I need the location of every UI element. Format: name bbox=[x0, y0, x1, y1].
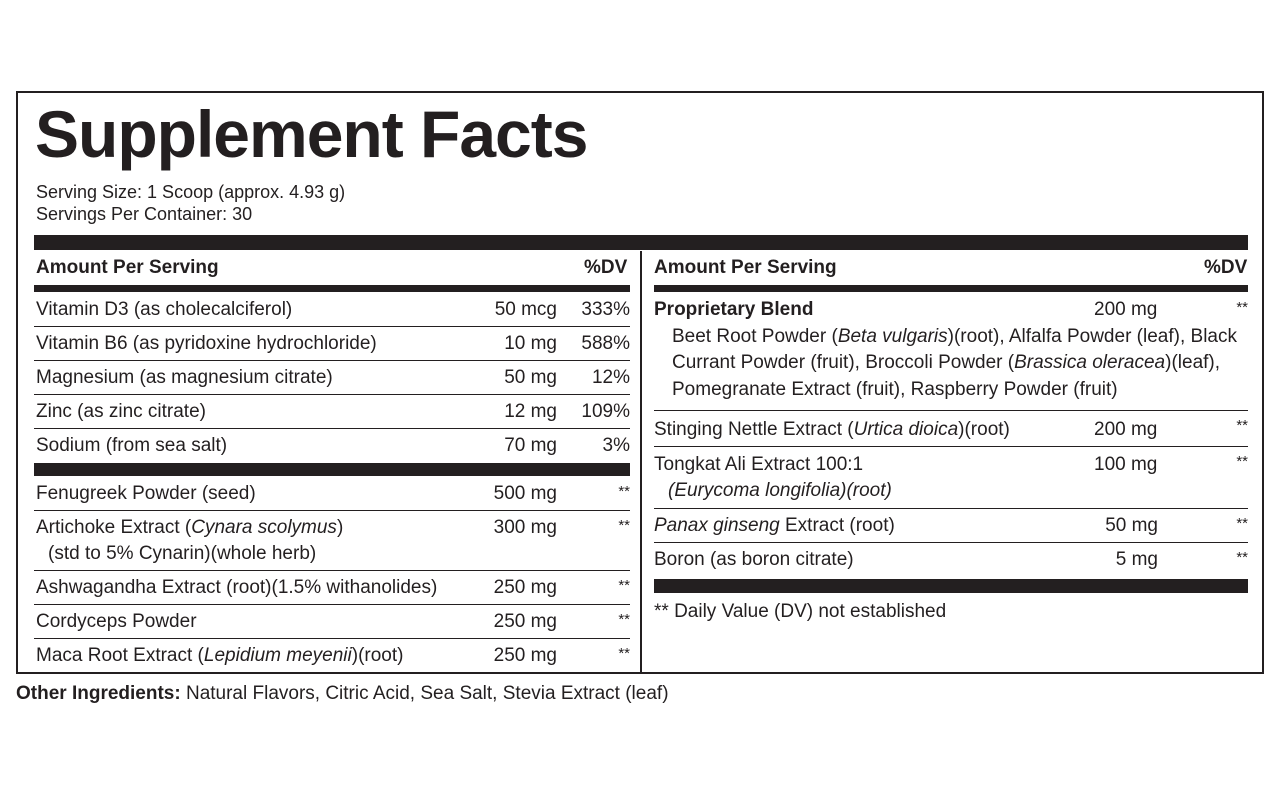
nutrient-name: Vitamin B6 (as pyridoxine hydrochloride) bbox=[36, 333, 377, 354]
table-row bbox=[34, 361, 630, 395]
ingredient-amount: 250 mg bbox=[493, 577, 557, 598]
ingredient-amount: 5 mg bbox=[1115, 549, 1158, 570]
nutrient-dv: 588% bbox=[581, 333, 630, 354]
latin-name: Brassica oleracea bbox=[1014, 352, 1166, 373]
ingredient-dv: ** bbox=[618, 517, 630, 534]
ingredient-latin-detail: (Eurycoma longifolia)(root) bbox=[668, 480, 892, 501]
panel-title: Supplement Facts bbox=[35, 97, 588, 171]
column-divider bbox=[640, 251, 642, 672]
ingredient-amount: 200 mg bbox=[1094, 419, 1158, 440]
blend-name: Proprietary Blend bbox=[654, 299, 814, 320]
top-thick-bar bbox=[34, 235, 1248, 250]
ingredient-dv: ** bbox=[618, 577, 630, 594]
nutrient-dv: 109% bbox=[581, 401, 630, 422]
table-row bbox=[34, 511, 630, 571]
nutrient-dv: 12% bbox=[591, 367, 630, 388]
ingredient-amount: 500 mg bbox=[493, 483, 557, 504]
other-ingredients-label: Other Ingredients: bbox=[16, 683, 181, 704]
table-row bbox=[654, 411, 1248, 447]
serving-info bbox=[36, 181, 345, 225]
ingredient-detail: (std to 5% Cynarin)(whole herb) bbox=[48, 543, 317, 564]
ingredient-amount: 300 mg bbox=[493, 517, 557, 538]
ingredient-name: Cordyceps Powder bbox=[36, 611, 197, 632]
left-header-dv: %DV bbox=[584, 257, 628, 278]
left-header-amount: Amount Per Serving bbox=[36, 257, 219, 278]
table-row bbox=[654, 543, 1248, 577]
table-row bbox=[654, 509, 1248, 543]
latin-name: Lepidium meyenii bbox=[203, 645, 352, 666]
nutrient-amount: 50 mcg bbox=[494, 299, 557, 320]
other-ingredients-text: Natural Flavors, Citric Acid, Sea Salt, Stevia Extract (leaf) bbox=[180, 683, 669, 704]
ingredient-name: Maca Root Extract (Lepidium meyenii)(root) bbox=[36, 645, 404, 666]
latin-name: Panax ginseng bbox=[654, 515, 780, 536]
blend-ingredients-line-1: Beet Root Powder (Beta vulgaris)(root), Alfalfa Powder (leaf), Black bbox=[672, 326, 1237, 347]
ingredient-name: Ashwagandha Extract (root)(1.5% withanolides) bbox=[36, 577, 438, 598]
ingredient-name: Artichoke Extract (Cynara scolymus) bbox=[36, 517, 344, 538]
table-row bbox=[34, 477, 630, 511]
ingredient-dv: ** bbox=[1236, 549, 1248, 566]
table-row bbox=[34, 639, 630, 673]
left-mid-bar bbox=[34, 463, 630, 476]
dv-footnote: ** Daily Value (DV) not established bbox=[654, 601, 947, 622]
latin-name: Beta vulgaris bbox=[837, 326, 948, 347]
nutrient-name: Sodium (from sea salt) bbox=[36, 435, 228, 456]
table-row bbox=[34, 293, 630, 327]
nutrient-amount: 10 mg bbox=[504, 333, 557, 354]
nutrient-amount: 50 mg bbox=[504, 367, 557, 388]
table-row bbox=[34, 327, 630, 361]
nutrient-amount: 12 mg bbox=[504, 401, 557, 422]
ingredient-name: Boron (as boron citrate) bbox=[654, 549, 854, 570]
ingredient-dv: ** bbox=[618, 645, 630, 662]
latin-name: Urtica dioica bbox=[853, 419, 959, 440]
ingredient-dv: ** bbox=[1236, 417, 1248, 434]
other-ingredients bbox=[16, 683, 669, 705]
serving-size: Serving Size: 1 Scoop (approx. 4.93 g) bbox=[36, 182, 346, 202]
ingredient-dv: ** bbox=[618, 483, 630, 500]
blend-ingredients-line-3: Pomegranate Extract (fruit), Raspberry Powder (fruit) bbox=[672, 379, 1118, 400]
ingredient-dv: ** bbox=[1236, 515, 1248, 532]
left-header-bar bbox=[34, 285, 630, 292]
nutrient-name: Magnesium (as magnesium citrate) bbox=[36, 367, 333, 388]
right-bottom-bar bbox=[654, 579, 1248, 593]
right-header-amount: Amount Per Serving bbox=[654, 257, 837, 278]
ingredient-dv: ** bbox=[618, 611, 630, 628]
table-row bbox=[34, 571, 630, 605]
ingredient-amount: 50 mg bbox=[1105, 515, 1158, 536]
ingredient-name: Panax ginseng Extract (root) bbox=[654, 515, 895, 536]
nutrient-dv: 3% bbox=[602, 435, 630, 456]
servings-per-container: Servings Per Container: 30 bbox=[36, 204, 253, 224]
table-row bbox=[34, 429, 630, 463]
ingredient-amount: 100 mg bbox=[1094, 454, 1158, 475]
blend-dv: ** bbox=[1236, 299, 1248, 316]
nutrient-name: Vitamin D3 (as cholecalciferol) bbox=[36, 299, 293, 320]
supplement-facts-panel bbox=[16, 91, 1264, 674]
ingredient-name: Fenugreek Powder (seed) bbox=[36, 483, 256, 504]
table-row bbox=[654, 293, 1248, 411]
right-header-bar bbox=[654, 285, 1248, 292]
nutrient-name: Zinc (as zinc citrate) bbox=[36, 401, 206, 422]
table-row bbox=[34, 605, 630, 639]
table-row bbox=[34, 395, 630, 429]
blend-ingredients-line-2: Currant Powder (fruit), Broccoli Powder (Brassica oleracea)(leaf), bbox=[672, 352, 1221, 373]
nutrient-amount: 70 mg bbox=[504, 435, 557, 456]
ingredient-amount: 250 mg bbox=[493, 611, 557, 632]
latin-name: Cynara scolymus bbox=[191, 517, 337, 538]
nutrient-dv: 333% bbox=[581, 299, 630, 320]
right-header-dv: %DV bbox=[1204, 257, 1248, 278]
ingredient-amount: 250 mg bbox=[493, 645, 557, 666]
blend-amount: 200 mg bbox=[1094, 299, 1158, 320]
ingredient-name: Tongkat Ali Extract 100:1 bbox=[654, 454, 864, 475]
table-row bbox=[654, 447, 1248, 509]
ingredient-dv: ** bbox=[1236, 453, 1248, 470]
ingredient-name: Stinging Nettle Extract (Urtica dioica)(root) bbox=[654, 419, 1010, 440]
